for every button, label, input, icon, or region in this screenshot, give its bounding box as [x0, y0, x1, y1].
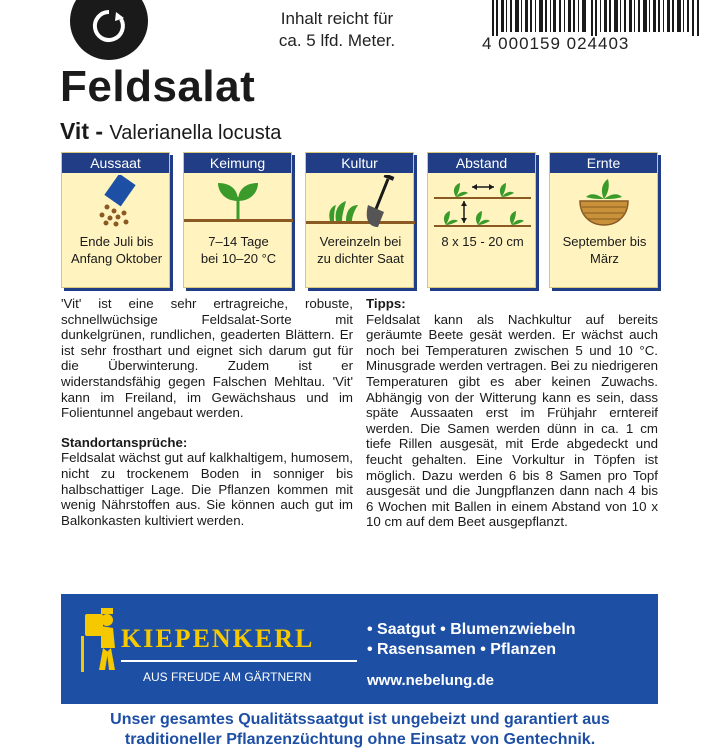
- quality-statement: [40, 710, 680, 750]
- info-box-line2: bei 10–20 °C: [200, 251, 277, 266]
- content-note: [262, 8, 412, 52]
- brand-tagline: AUS FREUDE AM GÄRTNERN: [143, 670, 312, 684]
- info-boxes: [61, 152, 661, 288]
- harvest-bowl-icon: [550, 175, 659, 233]
- info-box-line1: Ende Juli bis: [79, 234, 154, 249]
- info-box-text: [428, 233, 537, 269]
- info-box-text: [550, 233, 659, 269]
- info-box-text: [62, 233, 171, 269]
- brand-band: [61, 594, 658, 704]
- brand-product-list: [367, 620, 647, 660]
- brand-logo: KIEPENKERL: [121, 624, 315, 653]
- info-box-keimung: [183, 152, 292, 288]
- info-box-line2: Anfang Oktober: [70, 251, 163, 266]
- seed-packet-icon: [62, 175, 171, 233]
- location-text: Feldsalat wächst gut auf kalkhaltigem, humosem, nicht zu trockenem Boden in sonniger bis halbschattiger Lage. Die Pflanzen kommen mit wenig Nährstoffen aus. Sie können auch gut im Balkonkasten kultiviert werden.: [61, 450, 353, 528]
- info-box-line1: September bis: [562, 234, 647, 249]
- tips-heading: Tipps:: [366, 296, 406, 311]
- brand-products-line2: • Rasensamen • Pflanzen: [367, 641, 557, 658]
- spade-icon: [306, 175, 415, 233]
- info-box-text: [306, 233, 415, 269]
- info-box-heading: Ernte: [550, 153, 657, 173]
- description-column-left: [61, 296, 353, 528]
- brand-website-link[interactable]: www.nebelung.de: [367, 672, 494, 689]
- quality-statement-line2: traditioneller Pflanzenzüchtung ohne Einsatz von Gentechnik.: [124, 731, 596, 748]
- variety-name: Vit -: [60, 118, 104, 144]
- brand-products-line1: • Saatgut • Blumenzwiebeln: [367, 621, 576, 638]
- info-box-line2: zu dichter Saat: [317, 251, 404, 266]
- location-heading: Standortansprüche:: [61, 434, 188, 450]
- info-box-heading: Aussaat: [62, 153, 169, 173]
- seedling-icon: [184, 175, 293, 233]
- brand-divider: [121, 660, 357, 662]
- content-note-line2: ca. 5 lfd. Meter.: [278, 31, 396, 50]
- quality-statement-line1: Unser gesamtes Qualitätssaatgut ist ungebeizt und garantiert aus: [110, 711, 610, 728]
- product-subtitle: [60, 118, 281, 145]
- info-box-line2: März: [590, 251, 619, 266]
- info-box-heading: Keimung: [184, 153, 291, 173]
- variety-description: 'Vit' ist eine sehr ertragreiche, robuste, schnellwüchsige Feldsalat-Sorte mit dunkelgrünen, rundlichen, geaderten Blättern. Er ist sehr frosthart und eignet sich darum gut für die Überwinterung. Zudem ist er widerstandsfähig gegen Falschen Mehltau. 'Vit' kann im Freiland, im Gewächshaus und im Folientunnel angebaut werden.: [61, 296, 353, 421]
- info-box-abstand: [427, 152, 536, 288]
- info-box-line1: 8 x 15 - 20 cm: [441, 234, 524, 249]
- tips-text: Feldsalat kann als Nachkultur auf bereits geräumte Beete gesät werden. Er wächst auch noch bei Temperaturen zwischen 5 und 10 °C. Minusgrade werden vertragen. Bei zu niedrigeren Temperaturen gibt es aber keinen Zuwachs. Abhängig von der Witterung kann es sein, dass späte Aussaaten erst im Frühjahr erntereif werden. Die Samen werden dünn in ca. 1 cm tiefe Rillen ausgesät, mit Erde abgedeckt und feucht gehalten. Eine Vorkultur in Töpfen ist möglich. Dazu werden 6 bis 8 Samen pro Topf ausgesät und die Jungpflanzen dann nach 4 bis 6 Wochen mit Ballen in einem Abstand von 10 x 10 cm auf dem Beet ausgepflanzt.: [366, 311, 658, 530]
- spacing-icon: [428, 175, 537, 233]
- info-box-ernte: [549, 152, 658, 288]
- barcode-bars: [492, 0, 704, 36]
- latin-name: Valerianella locusta: [109, 122, 282, 144]
- product-title: Feldsalat: [60, 62, 256, 111]
- description-column-right: [366, 296, 658, 530]
- info-box-text: [184, 233, 293, 269]
- info-box-heading: Kultur: [306, 153, 413, 173]
- info-box-line1: Vereinzeln bei: [319, 234, 402, 249]
- barcode: [480, 0, 710, 58]
- kiepenkerl-figure-icon: [79, 606, 119, 676]
- info-box-aussaat: [61, 152, 170, 288]
- content-note-line1: Inhalt reicht für: [280, 9, 394, 28]
- info-box-line1: 7–14 Tage: [208, 234, 269, 249]
- green-dot-recycle-icon: [70, 0, 148, 60]
- info-box-heading: Abstand: [428, 153, 535, 173]
- barcode-digits: 4 000159 024403: [482, 34, 630, 53]
- info-box-kultur: [305, 152, 414, 288]
